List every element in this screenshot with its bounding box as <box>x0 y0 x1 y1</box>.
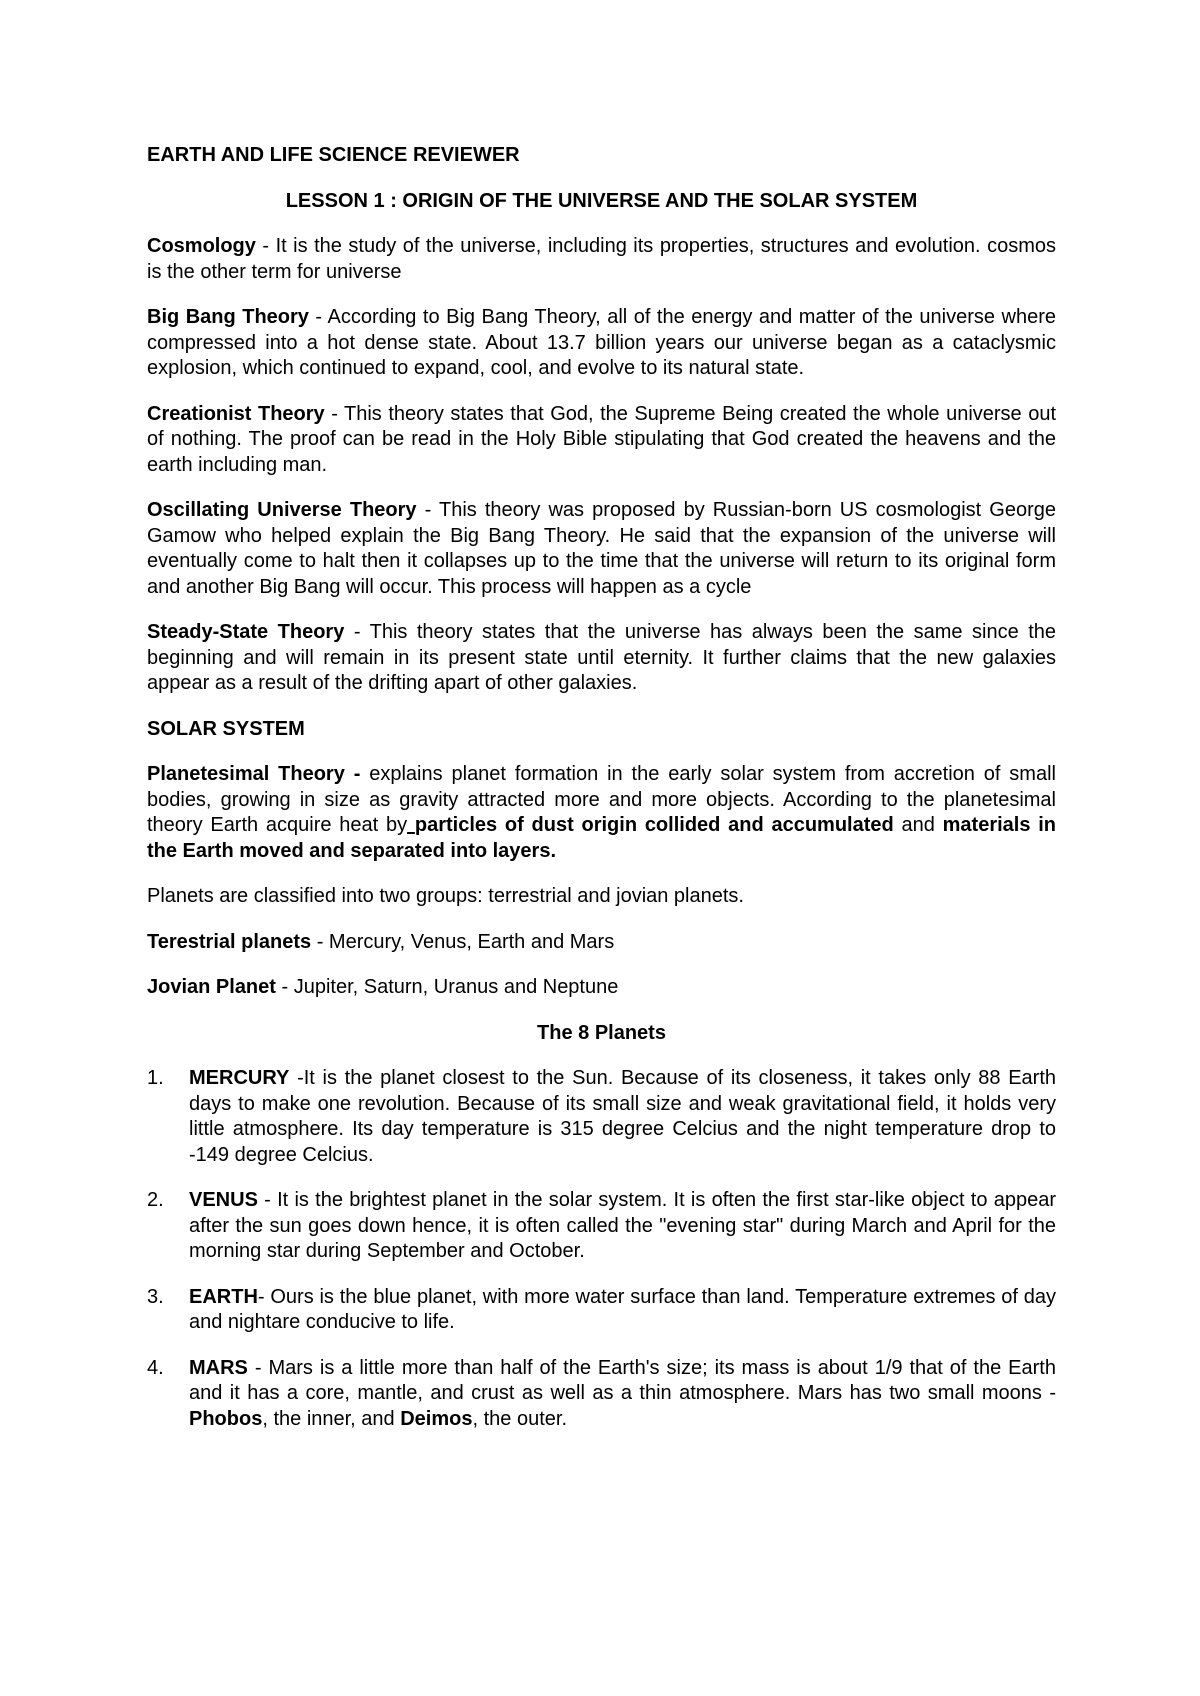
definition-text: - This theory states that the universe has always been the same since the beginning and will remain in its present state until eternity. It further claims that the new galaxies appear as a result of the drifting apart of other galaxies. <box>147 621 1057 694</box>
term: Cosmology <box>147 235 256 257</box>
definition-text: - According to Big Bang Theory, all of the energy and matter of the universe where compressed into a hot dense state. About 13.7 billion years our universe began as a cataclysmic explosion, which continued to expand, cool, and evolve to its natural state. <box>147 306 1056 379</box>
definition-planetesimal <box>147 762 1056 864</box>
terrestrial-planets <box>147 930 1056 956</box>
connector: and <box>893 814 943 836</box>
planet-text: , the outer. <box>472 1407 567 1430</box>
moon-name: Phobos <box>189 1407 263 1430</box>
definition-text: - Mercury, Venus, Earth and Mars <box>311 930 615 953</box>
underlined-gap <box>407 814 415 836</box>
solar-system-heading: SOLAR SYSTEM <box>147 717 305 740</box>
term: Steady-State Theory <box>147 621 345 643</box>
definition-big-bang <box>147 305 1056 382</box>
planet-text: - Mars is a little more than half of the Earth's size; its mass is about 1/9 that of the Earth and it has a core, mantle, and crust as well as a thin atmosphere. Mars has two small moons - <box>189 1356 1056 1404</box>
definition-cosmology <box>147 234 1056 285</box>
definition-text: - It is the study of the universe, including its properties, structures and evolution. cosmos is the other term for universe <box>147 235 1056 283</box>
planet-text: -It is the planet closest to the Sun. Because of its closeness, it takes only 88 Earth days to make one revolution. Because of its small size and weak gravitational field, it holds very little atmosphere. Its day temperature is 315 degree Celcius and the night temperature drop to -149 degree Celcius. <box>189 1067 1056 1166</box>
emphasis-1: particles of dust origin collided and accumulated <box>414 814 894 836</box>
list-item <box>147 1285 1056 1336</box>
list-number: 4. <box>147 1356 164 1379</box>
term: Terestrial planets <box>147 930 312 953</box>
term: Big Bang Theory <box>147 306 309 328</box>
definition-steady-state <box>147 620 1056 697</box>
planet-text: - It is the brightest planet in the solar system. It is often the first star-like object to appear after the sun goes down hence, it is often called the "evening star" during March and April for the morning star during September and October. <box>189 1189 1056 1262</box>
definition-text: - This theory states that God, the Supreme Being created the whole universe out of nothing. The proof can be read in the Holy Bible stipulating that God created the heavens and the earth including man. <box>147 402 1057 476</box>
list-number: 1. <box>147 1067 164 1089</box>
planet-text: - Ours is the blue planet, with more water surface than land. Temperature extremes of day and nightare conducive to life. <box>189 1285 1056 1333</box>
planet-name: MERCURY <box>189 1067 290 1089</box>
definition-text: - This theory was proposed by Russian-born US cosmologist George Gamow who helped explain the Big Bang Theory. He said that the expansion of the universe will eventually come to halt then it collapses up to the time that the universe will return to its original form and another Big Bang will occur. This process will happen as a cycle <box>147 499 1057 598</box>
list-item <box>147 1188 1056 1265</box>
planet-name: MARS <box>189 1356 248 1379</box>
term: Planetesimal Theory - <box>147 763 361 785</box>
term: Jovian Planet <box>147 976 276 998</box>
lesson-title: LESSON 1 : ORIGIN OF THE UNIVERSE AND THE SOLAR SYSTEM <box>285 189 918 212</box>
planet-name: EARTH <box>189 1285 258 1308</box>
definition-creationist <box>147 402 1056 479</box>
planet-name: VENUS <box>189 1189 258 1211</box>
list-number: 2. <box>147 1189 164 1211</box>
document-title: EARTH AND LIFE SCIENCE REVIEWER <box>147 144 520 166</box>
jovian-planets <box>147 975 1056 1001</box>
classification-sentence: Planets are classified into two groups: terrestrial and jovian planets. <box>147 885 744 907</box>
planets-heading: The 8 Planets <box>537 1021 666 1044</box>
definition-oscillating <box>147 498 1056 600</box>
definition-text: - Jupiter, Saturn, Uranus and Neptune <box>275 976 619 998</box>
term: Creationist Theory <box>147 402 325 425</box>
term: Oscillating Universe Theory <box>147 499 417 521</box>
list-item <box>147 1066 1056 1168</box>
list-number: 3. <box>147 1285 164 1308</box>
list-item <box>147 1356 1056 1433</box>
emphasis-2: materials in the Earth moved and separated into layers. <box>147 814 1057 862</box>
moon-name: Deimos <box>400 1407 473 1430</box>
planet-list <box>147 1066 1056 1432</box>
definition-text: explains planet formation in the early solar system from accretion of small bodies, growing in size as gravity attracted more and more objects. According to the planetesimal theory Earth acquire heat by <box>147 763 1056 836</box>
planet-text: , the inner, and <box>262 1407 401 1430</box>
